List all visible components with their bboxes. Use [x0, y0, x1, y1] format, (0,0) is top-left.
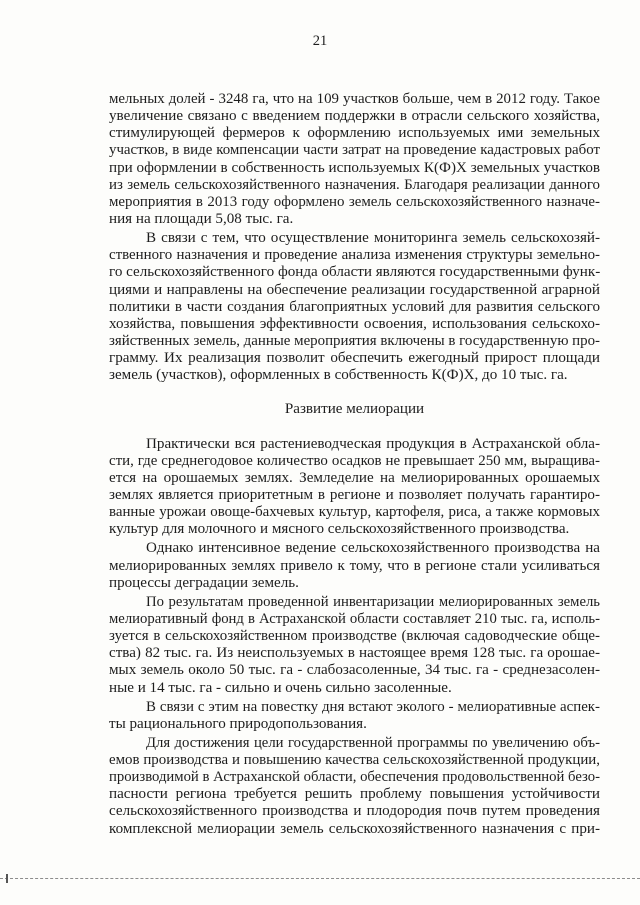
text-line: мельных долей - 3248 га, что на 109 участков больше, чем в 2012 году. Такое	[109, 91, 600, 107]
text-line: го сельскохозяйственного фонда области являются государственными функ-	[109, 264, 601, 281]
text-line: пасности региона требуется решить проблему повышения устойчивости	[109, 786, 600, 803]
text-line: мых земель около 50 тыс. га - слабозасоленные, 34 тыс. га - среднезасолен-	[109, 662, 600, 679]
page-number: 21	[312, 33, 328, 49]
text-line: комплексной мелиорации земель сельскохозяйственного назначения с при-	[109, 820, 600, 837]
text-line: процессы деградации земель.	[109, 574, 299, 591]
paragraph	[109, 699, 600, 733]
text-line: грамму. Их реализация позволит обеспечить ежегодный прирост площади	[109, 350, 600, 367]
text-line: В связи с этим на повестку дня встают эколого - мелиоративные аспек-	[146, 698, 600, 715]
paragraph	[109, 230, 600, 384]
text-line: зуется в сельскохозяйственном производстве (включая садоводческие обще-	[109, 628, 600, 645]
text-line: сти, где среднегодовое количество осадков не превышает 250 мм, выращива-	[109, 452, 600, 469]
document-body	[109, 91, 600, 838]
text-line: сельскохозяйственного производства и плодородия почв путем проведения	[109, 803, 600, 820]
text-line: из земель сельскохозяйственного назначения. Благодаря реализации данного	[109, 176, 600, 193]
text-line: мероприятия в 2013 году оформлено земель сельскохозяйственного назначе-	[109, 193, 600, 210]
text-line: ные и 14 тыс. га - сильно и очень сильно засоленные.	[109, 679, 452, 696]
text-line: политики в части создания благоприятных условий для развития сельского	[109, 298, 600, 315]
paragraph	[109, 436, 600, 539]
text-line: ты рационального природопользования.	[109, 715, 367, 732]
text-line: Однако интенсивное ведение сельскохозяйственного производства на	[146, 540, 600, 557]
text-line: емов производства и повышению качества сельскохозяйственной продукции,	[109, 752, 600, 769]
text-line: участков, в виде компенсации части затрат на проведение кадастровых работ	[109, 142, 600, 159]
text-line: Для достижения цели государственной программы по увеличению объ-	[146, 734, 600, 751]
text-line: увеличение связано с введением поддержки в отрасли сельского хозяйства,	[109, 108, 600, 125]
text-line: стимулирующей фермеров к оформлению используемых ими земельных	[109, 125, 600, 142]
paragraph	[109, 735, 600, 838]
text-line: мелиорированных землях привело к тому, что в регионе стали усиливаться	[109, 557, 600, 574]
text-line: ственного назначения и проведение анализа изменения структуры земельно-	[109, 247, 600, 264]
text-line: ства) 82 тыс. га. Из неиспользуемых в настоящее время 128 тыс. га орошае-	[109, 645, 600, 662]
text-line: По результатам проведенной инвентаризации мелиорированных земель	[146, 593, 600, 610]
text-line: мелиоративный фонд в Астраханской области составляет 210 тыс. га, исполь-	[109, 610, 600, 627]
text-line: культур для молочного и мясного сельскохозяйственного производства.	[109, 521, 570, 538]
text-line: ванные урожаи овоще-бахчевых культур, картофеля, риса, а также кормовых	[109, 504, 600, 521]
text-line: циями и направлены на обеспечение реализации государственной аграрной	[109, 281, 600, 298]
scan-edge-rule	[0, 878, 640, 879]
scan-edge-mark	[6, 874, 8, 883]
text-line: землях является приоритетным в регионе и позволяет получать гарантиро-	[109, 486, 600, 503]
text-line: хозяйства, повышения эффективности освоения, использования сельскохо-	[109, 315, 600, 332]
text-line: Практически вся растениеводческая продукция в Астраханской обла-	[146, 435, 600, 452]
text-line: В связи с тем, что осуществление мониторинга земель сельскохозяй-	[146, 230, 600, 247]
text-line: земель (участков), оформленных в собственность К(Ф)Х, до 10 тыс. га.	[109, 367, 568, 384]
section-heading: Развитие мелиорации	[284, 401, 425, 418]
text-line: ется на орошаемых землях. Земледелие на мелиорированных орошаемых	[109, 469, 600, 486]
text-line: ния на площади 5,08 тыс. га.	[109, 210, 294, 227]
text-line: при оформлении в собственность используемых К(Ф)Х земельных участков	[109, 159, 600, 176]
text-line: производимой в Астраханской области, обеспечения продовольственной безо-	[109, 769, 600, 786]
paragraph	[109, 594, 600, 697]
paragraph	[109, 91, 600, 228]
paragraph	[109, 540, 600, 591]
text-line: зяйственных земель, данные мероприятия включены в государственную про-	[109, 332, 600, 349]
